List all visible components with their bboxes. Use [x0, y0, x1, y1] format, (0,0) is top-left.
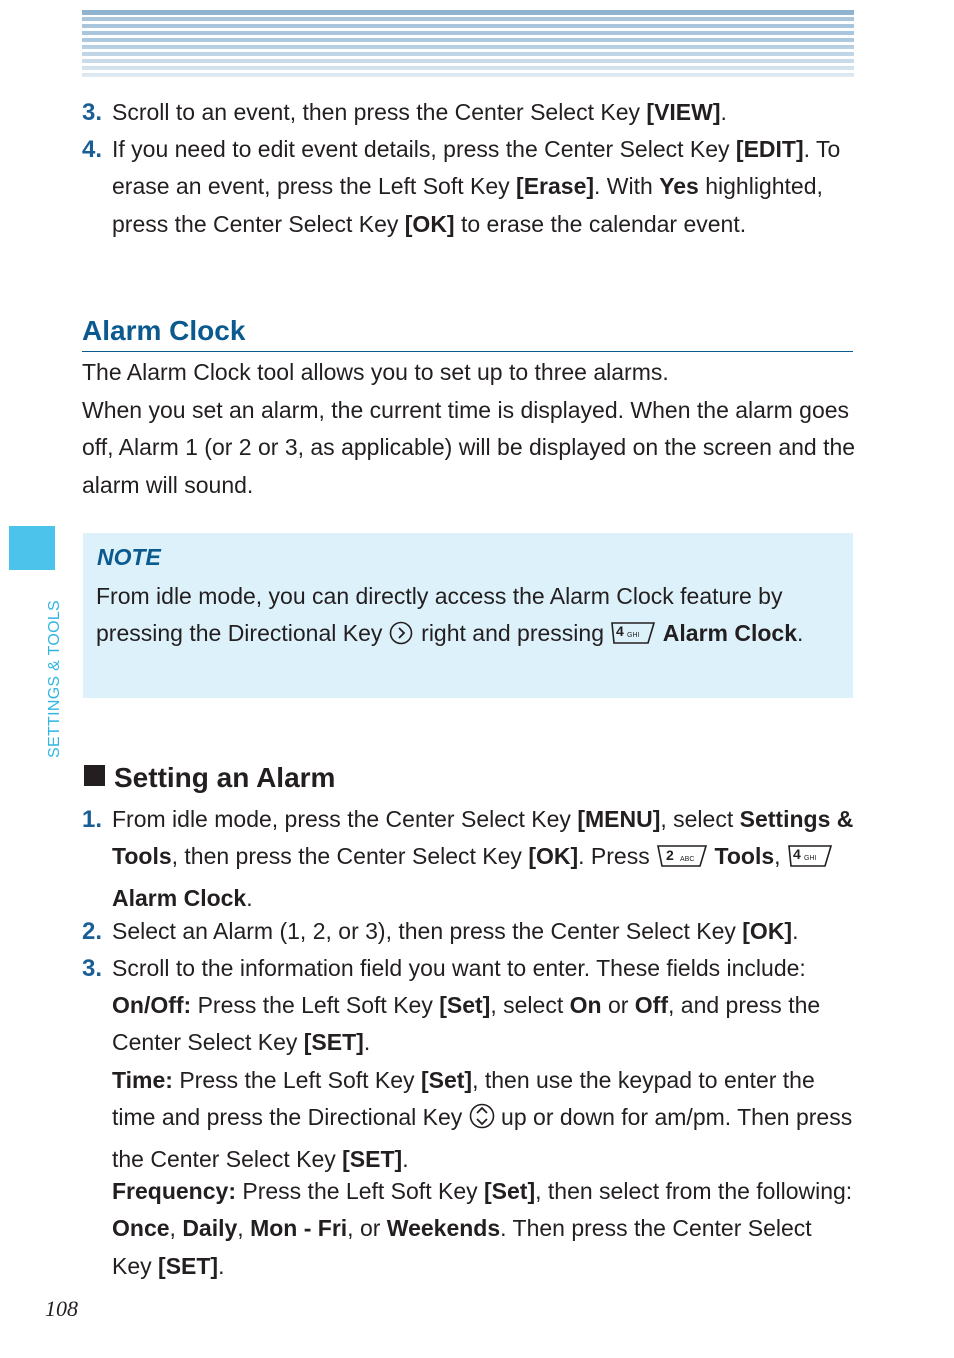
note-title: NOTE — [97, 544, 161, 570]
alarm-step-number-3: 3. — [82, 955, 103, 982]
directional-key-right-icon — [389, 619, 415, 656]
key-4-digit: 4 — [616, 623, 625, 640]
page-number: 108 — [45, 1296, 78, 1321]
section-title: Alarm Clock — [82, 315, 246, 346]
subsection-title: Setting an Alarm — [84, 762, 335, 794]
time-field-description: Time: Press the Left Soft Key [Set], then use the keypad to enter the time and press the Directional Key up or down for am/pm. Then press the Center Select Key [SET]. — [112, 1067, 853, 1172]
square-bullet-icon — [84, 765, 105, 786]
key-4-ghi-icon — [787, 842, 833, 879]
alarm-step-3-text: Scroll to the information field you want to enter. These fields include: — [112, 955, 806, 981]
key-4-letters: GHI — [803, 855, 817, 863]
step-number-4: 4. — [82, 136, 103, 163]
section-intro: The Alarm Clock tool allows you to set up to three alarms. — [82, 359, 669, 385]
key-4-ghi-icon — [610, 619, 656, 656]
header-stripe-band — [82, 10, 854, 78]
step-number-3: 3. — [82, 99, 103, 126]
step-4-text: If you need to edit event details, press the Center Select Key [EDIT]. To erase an event, press the Left Soft Key [Erase]. With Yes highlighted, press the Center Select Key [OK] to erase the calendar event. — [112, 136, 841, 237]
alarm-step-number-1: 1. — [82, 806, 103, 833]
key-4-digit: 4 — [792, 846, 801, 863]
alarm-step-2-text: Select an Alarm (1, 2, or 3), then press the Center Select Key [OK]. — [112, 918, 799, 944]
on-off-field-description: On/Off: Press the Left Soft Key [Set], select On or Off, and press the Center Select Key [SET]. — [112, 992, 821, 1056]
alarm-step-1-text: From idle mode, press the Center Select Key [MENU], select Settings & Tools, then press the Center Select Key [OK]. Press 2 ABC Tools, 4 GHI Alarm Clock. — [112, 806, 854, 911]
section-divider — [82, 351, 853, 352]
key-4-letters: GHI — [627, 632, 640, 640]
side-tab-label: SETTINGS & TOOLS — [46, 599, 63, 758]
key-2-digit: 2 — [666, 847, 674, 864]
frequency-field-description: Frequency: Press the Left Soft Key [Set], then select from the following: Once, Daily, Mon - Fri, or Weekends. Then press the Center Select Key [SET]. — [112, 1178, 853, 1279]
side-tab-marker — [9, 526, 55, 570]
directional-key-up-down-icon — [469, 1103, 495, 1140]
note-text: From idle mode, you can directly access the Alarm Clock feature by pressing the Directional Key right and pressing 4 GHI Alarm Clock. — [96, 578, 846, 657]
alarm-step-number-2: 2. — [82, 918, 103, 945]
key-2-letters: ABC — [680, 856, 695, 864]
section-description: When you set an alarm, the current time is displayed. When the alarm goes off, Alarm 1 (or 2 or 3, as applicable) will be displayed on the screen and the alarm will sound. — [82, 397, 856, 498]
step-3-text: Scroll to an event, then press the Center Select Key [VIEW]. — [112, 99, 727, 125]
key-2-abc-icon — [656, 842, 708, 879]
